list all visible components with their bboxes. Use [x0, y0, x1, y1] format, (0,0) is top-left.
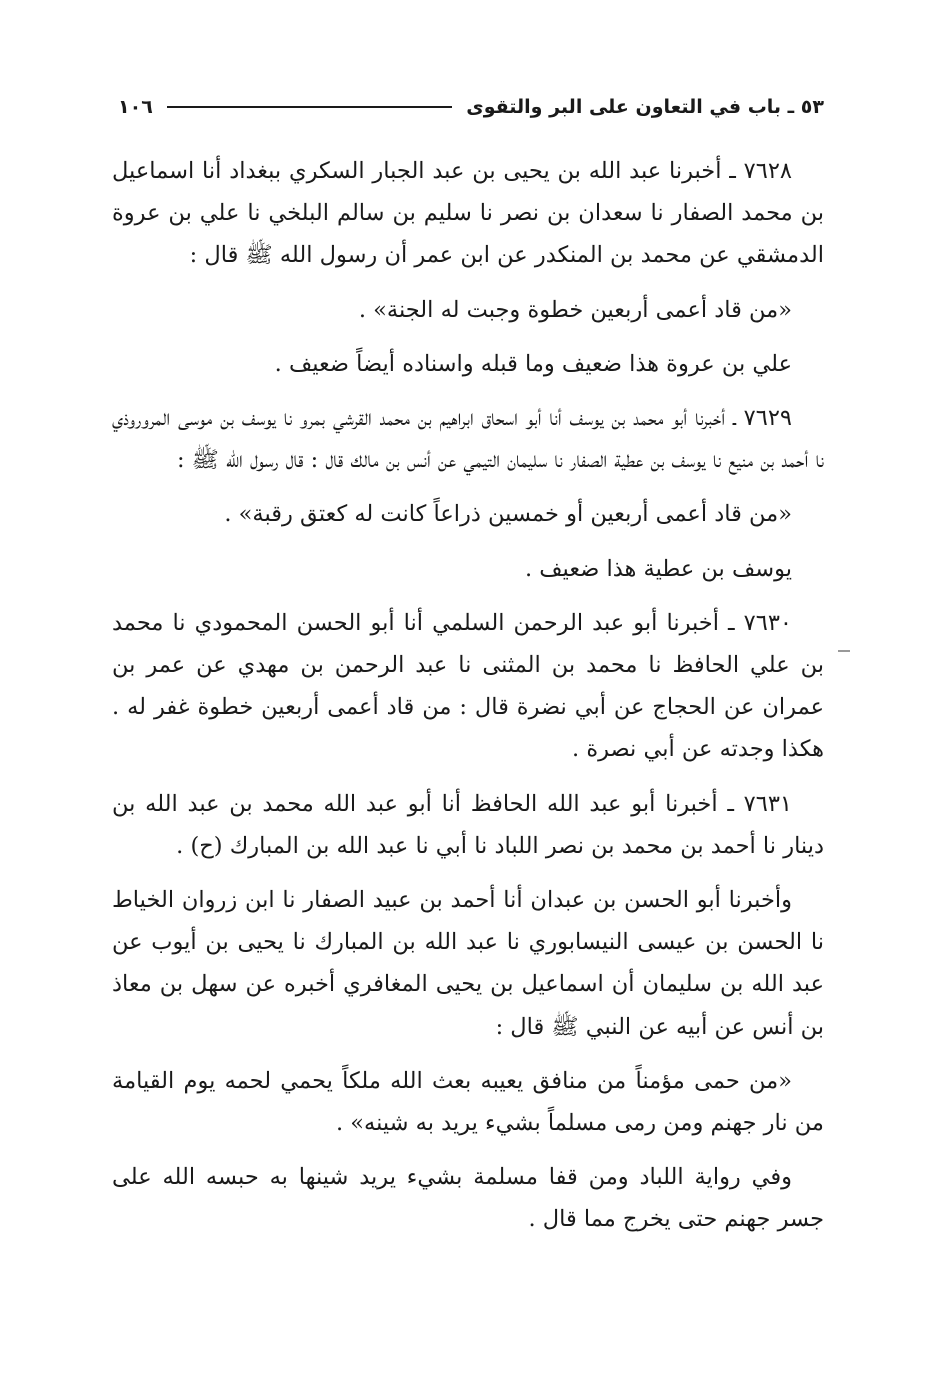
- hadith-7630: ٧٦٣٠ ـ أخبرنا أبو عبد الرحمن السلمي أنا أبو الحسن المحمودي نا محمد بن علي الحافظ نا محمد بن المثنى نا عبد الرحمن بن مهدي عن عمر بن عمران عن الحجاج عن أبي نضرة قال : من قاد أعمى أربعين خطوة غفر له . هكذا وجدته عن أبي نصرة .: [112, 609, 824, 763]
- hadith-7631-text: «من حمى مؤمناً من منافق يعيبه بعث الله ملكاً يحمي لحمه يوم القيامة من نار جهنم ومن رمى مسلماً بشيء يريد به شينه» .: [112, 1067, 824, 1137]
- hadith-7629-note: يوسف بن عطية هذا ضعيف .: [524, 555, 792, 582]
- page-number: ١٠٦: [118, 96, 153, 118]
- page-body: [112, 150, 824, 1253]
- hadith-7631-second-isnad: وأخبرنا أبو الحسن بن عبدان أنا أحمد بن عبيد الصفار نا ابن زروان الخياط نا الحسن بن عيسى النيسابوري نا عبد الله بن المبارك نا يحيى بن أيوب عن عبد الله بن سليمان أن اسماعيل بن يحيى المغافري أخبره عن سهل بن معاذ بن أنس عن أبيه عن النبي ﷺ قال :: [112, 887, 824, 1040]
- chapter-title: ٥٣ ـ باب في التعاون على البر والتقوى: [466, 96, 824, 118]
- running-header: [118, 92, 824, 122]
- hadith-7628-text: «من قاد أعمى أربعين خطوة وجبت له الجنة» .: [358, 296, 792, 323]
- margin-mark: [838, 650, 850, 652]
- hadith-7629-text: «من قاد أعمى أربعين أو خمسين ذراعاً كانت له كعتق رقبة» .: [224, 501, 792, 528]
- hadith-7629-isnad: ٧٦٢٩ ـ أخبرنا أبو محمد بن يوسف أنا أبو اسحاق ابراهيم بن محمد القرشي بمرو نا يوسف بن موسى المروروذي نا أحمد بن منيع نا يوسف بن عطية الصفار نا سليمان التيمي عن أنس بن مالك قال : قال رسول الله ﷺ :: [112, 405, 824, 474]
- hadith-7628-isnad: ٧٦٢٨ ـ أخبرنا عبد الله بن يحيى بن عبد الجبار السكري ببغداد أنا اسماعيل بن محمد الصفار نا سعدان بن نصر نا سليم بن سالم البلخي نا علي بن عروة الدمشقي عن محمد بن المنكدر عن ابن عمر أن رسول الله ﷺ قال :: [112, 158, 824, 269]
- hadith-7628-note: علي بن عروة هذا ضعيف وما قبله واسناده أيضاً ضعيف .: [274, 350, 792, 377]
- hadith-7631-isnad: ٧٦٣١ ـ أخبرنا أبو عبد الله الحافظ أنا أبو عبد الله محمد بن عبد الله بن دينار نا أحمد بن محمد بن نصر اللباد نا أبي نا عبد الله بن المبارك (ح) .: [112, 790, 824, 859]
- header-rule: [167, 106, 452, 108]
- hadith-7631-note: وفي رواية اللباد ومن قفا مسلمة بشيء يريد شينها به حبسه الله على جسر جهنم حتى يخرج مما قال .: [112, 1164, 824, 1233]
